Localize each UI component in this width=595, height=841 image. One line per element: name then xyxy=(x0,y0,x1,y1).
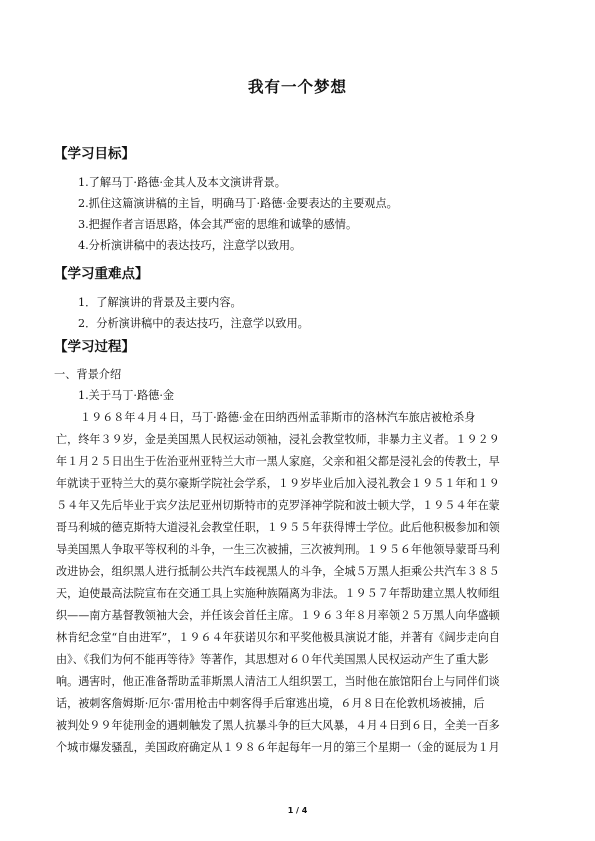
goal-item-3: 3.把握作者言语思路，体会其严密的思维和诚挚的感情。 xyxy=(78,218,358,231)
goal-item-4: 4.分析演讲稿中的表达技巧，注意学以致用。 xyxy=(78,239,302,252)
key-point-2: 2．分析演讲稿中的表达技巧，注意学以致用。 xyxy=(78,317,309,330)
paragraph-line: 导美国黑人争取平等权利的斗争，一生三次被捕，三次被判刑。１９５６年他领导蒙哥马利 xyxy=(56,543,500,556)
paragraph-line: 话，被刺客詹姆斯·厄尔·雷用枪击中刺客得手后窜逃出境，６月８日在伦敦机场被捕，后 xyxy=(56,697,485,710)
paragraph-line: １９６８年４月４日，马丁·路德·金在田纳西州孟菲斯市的洛林汽车旅店被枪杀身 xyxy=(80,411,476,424)
goal-item-1: 1.了解马丁·路德·金其人及本文演讲背景。 xyxy=(78,176,286,189)
process-heading: 【学习过程】 xyxy=(54,339,135,355)
paragraph-line: 天，迫使最高法院宣布在交通工具上实施种族隔离为非法。１９５７年帮助建立黑人牧师组 xyxy=(56,587,500,600)
paragraph-line: 由》、《我们为何不能再等待》等著作，其思想对６０年代美国黑人民权运动产生了重大影 xyxy=(56,653,489,666)
key-point-1: 1．了解演讲的背景及主要内容。 xyxy=(78,296,242,309)
sub-heading: 1.关于马丁·路德·金 xyxy=(78,389,175,402)
paragraph-line: 改进协会，组织黑人进行抵制公共汽车歧视黑人的斗争，全城５万黑人拒乘公共汽车３８５ xyxy=(56,565,500,578)
goal-item-2: 2.抓住这篇演讲稿的主旨，明确马丁·路德·金要表达的主要观点。 xyxy=(78,197,398,210)
page-title: 我有一个梦想 xyxy=(247,78,347,96)
paragraph-line: 被判处９９年徒刑金的遇刺触发了黑人抗暴斗争的巨大风暴，４月４日到６日，全美一百多 xyxy=(56,719,500,732)
page-number: 1 / 4 xyxy=(287,806,308,815)
paragraph-line: 响。遇害时，他正准备帮助孟菲斯黑人清洁工人组织罢工，当时他在旅馆阳台上与同伴们谈 xyxy=(56,675,500,688)
paragraph-line: 林肯纪念堂“自由进军”，１９６４年获诺贝尔和平奖他极具演说才能，并著有《阔步走向自 xyxy=(56,631,501,644)
paragraph-line: ５４年又先后毕业于宾夕法尼亚州切斯特市的克罗泽神学院和波士顿大学，１９５４年在蒙 xyxy=(56,499,500,512)
paragraph-line: 亡，终年３９岁，金是美国黑人民权运动领袖，浸礼会教堂牧师，非暴力主义者。１９２９ xyxy=(56,433,500,446)
background-heading: 一、背景介绍 xyxy=(54,368,122,381)
paragraph-line: 个城市爆发骚乱，美国政府确定从１９８６年起每年一月的第三个星期一（金的诞辰为１月 xyxy=(56,741,500,754)
paragraph-line: 年１月２５日出生于佐治亚州亚特兰大市一黑人家庭，父亲和祖父都是浸礼会的传教士，早 xyxy=(56,455,500,468)
paragraph-line: 年就读于亚特兰大的莫尔豪斯学院社会学系，１９岁毕业后加入浸礼教会１９５１年和１９ xyxy=(56,477,500,490)
paragraph-line: 织——南方基督教领袖大会，并任该会首任主席。１９６３年８月率领２５万黑人向华盛顿 xyxy=(56,609,500,622)
goals-heading: 【学习目标】 xyxy=(54,146,135,162)
key-points-heading: 【学习重难点】 xyxy=(54,266,149,282)
paragraph-line: 哥马利城的德克斯特大道浸礼会教堂任职，１９５５年获得博士学位。此后他积极参加和领 xyxy=(56,521,500,534)
